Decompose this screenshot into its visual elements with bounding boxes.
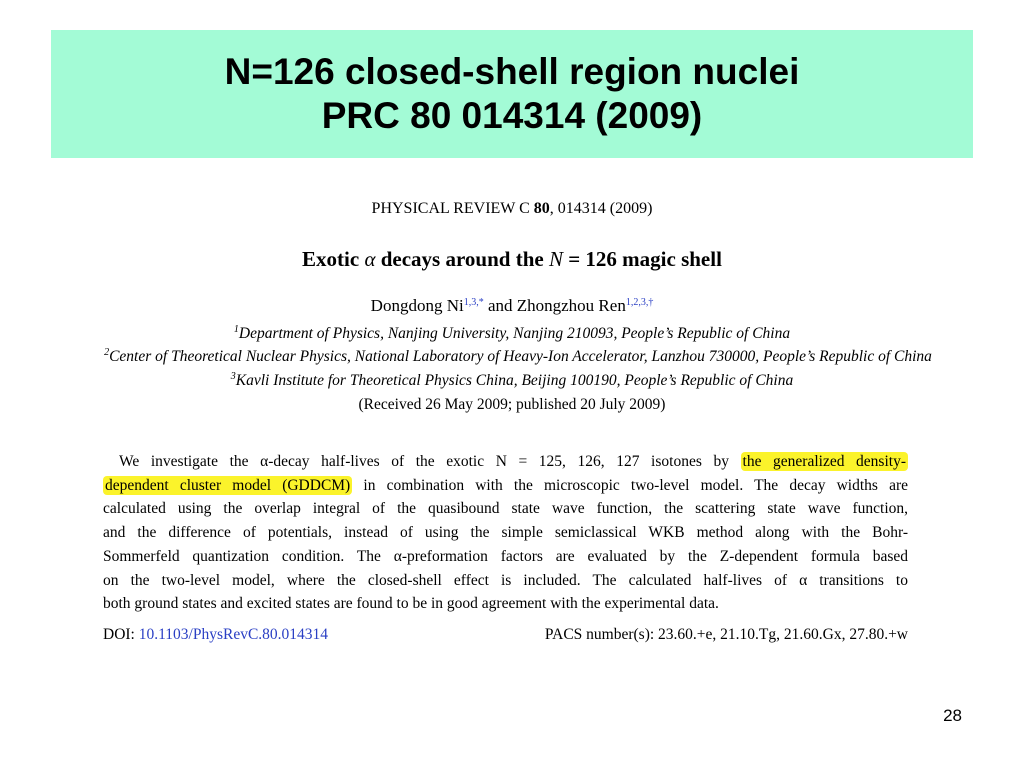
journal-suffix: , 014314 (2009) [549,200,653,217]
authors-line [0,296,1024,316]
affiliation-1 [0,324,1024,343]
abstract-text: in combination with the microscopic two-level model. The decay widths are [352,476,909,494]
affiliation-3-text: Kavli Institute for Theoretical Physics China, Beijing 100190, People’s Republic of China [235,372,794,389]
journal-citation [0,200,1024,218]
paper-title-alpha: α [364,247,376,271]
paper-title-part1: Exotic [302,247,365,271]
slide-title-banner [51,30,973,158]
abstract-highlight: the generalized density- [742,453,906,470]
author-2-affiliation-link[interactable]: 1,2,3,† [625,297,654,308]
paper-title [0,247,1024,272]
doi [103,626,328,644]
abstract-line-2 [103,474,908,498]
journal-prefix: PHYSICAL REVIEW C [371,200,534,217]
affiliation-1-text: Department of Physics, Nanjing University, Nanjing 210093, People’s Republic of China [238,325,791,342]
affiliation-1-number: 1 [233,324,239,335]
abstract-line-7: both ground states and excited states are found to be in good agreement with the experimental data. [103,595,719,613]
slide-title-line2: PRC 80 014314 (2009) [321,95,703,136]
abstract-line-1 [103,450,908,474]
affiliation-3-number: 3 [230,371,236,382]
doi-label: DOI: [103,626,139,643]
affiliation-2-number: 2 [104,347,110,358]
received-date: (Received 26 May 2009; published 20 July 2009) [358,396,666,413]
abstract-line-3: calculated using the overlap integral of the quasibound state wave function, the scattering state wave function, [103,500,908,518]
doi-link[interactable]: 10.1103/PhysRevC.80.014314 [138,626,329,643]
abstract-text: We investigate the α-decay half-lives of the exotic N = 125, 126, 127 isotones by [119,453,741,470]
author-1: Dongdong Ni [370,296,464,315]
author-2: Zhongzhou Ren [516,296,626,315]
paper-title-n: N [548,247,563,271]
affiliation-2-text: Center of Theoretical Nuclear Physics, National Laboratory of Heavy-Ion Accelerator, Lanzhou 730000, People’s Republic of China [109,348,932,365]
author-and: and [483,296,517,315]
journal-volume: 80 [533,200,550,217]
abstract-highlight: dependent cluster model (GDDCM) [105,476,351,494]
page-number: 28 [943,706,962,725]
abstract-line-5: Sommerfeld quantization condition. The α-preformation factors are evaluated by the Z-dependent formula based [103,547,908,565]
paper-title-part3: = 126 magic shell [562,247,722,271]
affiliation-2 [6,347,1024,366]
author-1-affiliation-link[interactable]: 1,3,* [463,297,484,308]
abstract [103,450,908,616]
slide-title-line1: N=126 closed-shell region nuclei [224,51,800,92]
abstract-line-6: on the two-level model, where the closed-shell effect is included. The calculated half-lives of α transitions to [103,571,908,589]
paper-title-part2: decays around the [375,247,549,271]
pacs-numbers: PACS number(s): 23.60.+e, 21.10.Tg, 21.60.Gx, 27.80.+w [544,626,908,643]
affiliation-3 [0,371,1024,390]
abstract-line-4: and the difference of potentials, instead of using the simple semiclassical WKB method along with the Bohr- [103,524,908,542]
